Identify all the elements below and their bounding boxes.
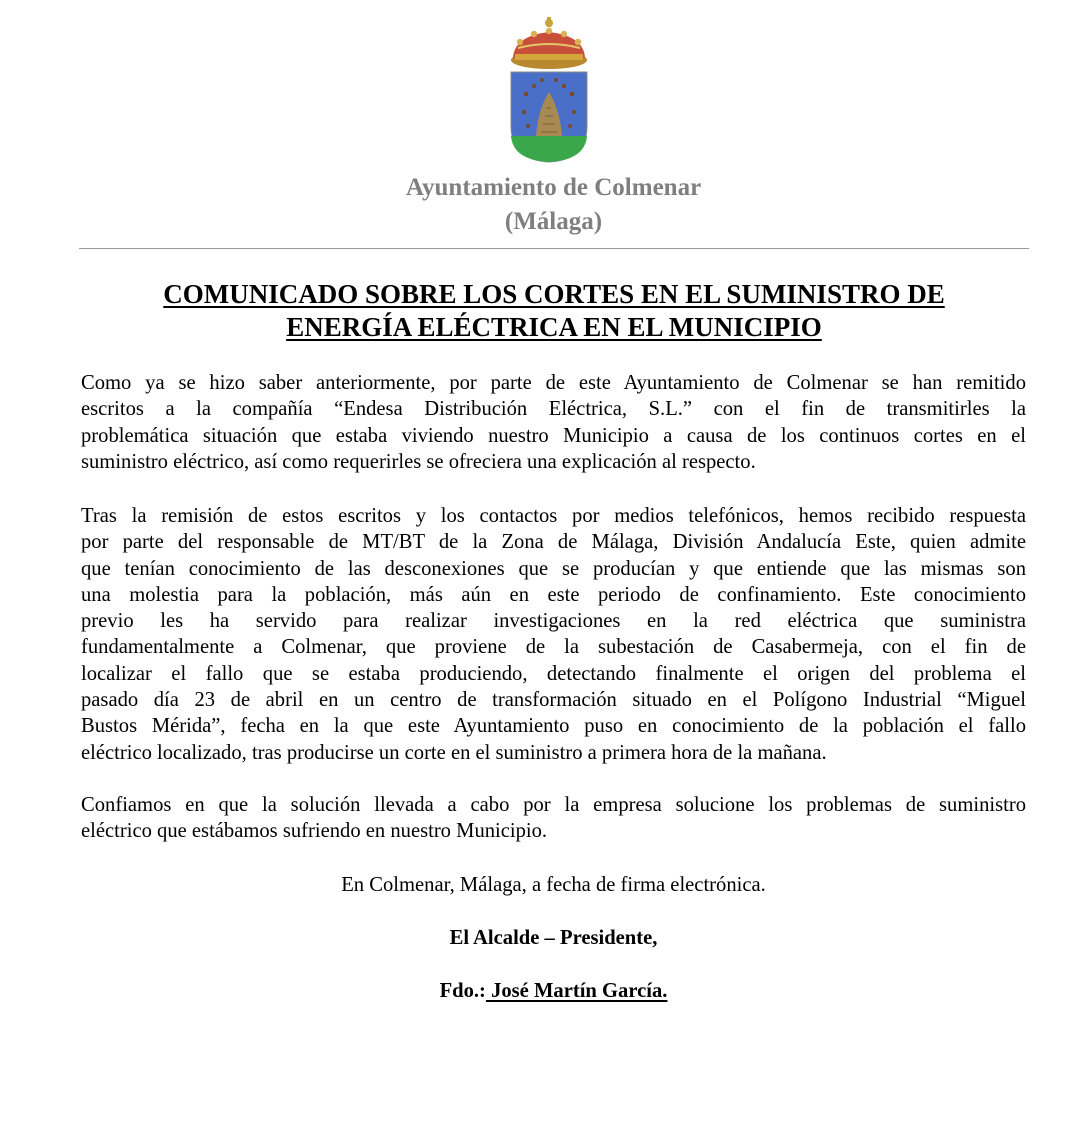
crown-icon	[511, 17, 587, 69]
header-divider	[79, 248, 1029, 249]
title-line-1: COMUNICADO SOBRE LOS CORTES EN EL SUMINISTRO DE	[163, 279, 945, 309]
signature-prefix: Fdo.:	[439, 980, 486, 1002]
paragraph-line: localizar el fallo que se estaba produciendo, detectando finalmente el origen del problema el	[81, 662, 1026, 685]
paragraph-line: Tras la remisión de estos escritos y los contactos por medios telefónicos, hemos recibido respuesta	[81, 505, 1026, 527]
paragraph-3	[81, 792, 1026, 845]
paragraph-line: previo les ha servido para realizar investigaciones en la red eléctrica que suministra	[81, 610, 1026, 633]
paragraph-line: Confiamos en que la solución llevada a cabo por la empresa solucione los problemas de suministro	[81, 794, 1026, 816]
signatory-name: José Martín García.	[485, 980, 668, 1002]
paragraph-line: eléctrico localizado, tras producirse un corte en el suministro a primera hora de la mañana.	[81, 741, 827, 764]
paragraph-line: por parte del responsable de MT/BT de la Zona de Málaga, División Andalucía Este, quien admite	[81, 531, 1026, 554]
paragraph-line: Bustos Mérida”, fecha en la que este Ayuntamiento puso en conocimiento de la población el fallo	[81, 715, 1026, 738]
organization-location: (Málaga)	[504, 208, 603, 235]
paragraph-line: eléctrico que estábamos sufriendo en nuestro Municipio.	[81, 820, 548, 843]
paragraph-1	[81, 370, 1026, 475]
paragraph-line: fundamentalmente a Colmenar, que proviene de la subestación de Casabermeja, con el fin de	[81, 636, 1026, 659]
document-title	[79, 278, 1029, 344]
paragraph-line: una molestia para la población, más aún en este periodo de confinamiento. Este conocimiento	[81, 583, 1026, 606]
paragraph-line: Como ya se hizo saber anteriormente, por parte de este Ayuntamiento de Colmenar se han remitido	[81, 372, 1026, 394]
coat-of-arms-icon	[506, 14, 592, 164]
organization-name: Ayuntamiento de Colmenar	[405, 174, 702, 201]
paragraph-line: escritos a la compañía “Endesa Distribución Eléctrica, S.L.” con el fin de transmitirles la	[81, 398, 1026, 421]
paragraph-line: problemática situación que estaba viviendo nuestro Municipio a causa de los continuos cortes en el	[81, 424, 1026, 447]
signature-line	[0, 978, 1065, 1004]
place-and-date: En Colmenar, Málaga, a fecha de firma electrónica.	[341, 874, 766, 896]
paragraph-line: que tenían conocimiento de las desconexiones que se producían y que entiende que las mismas son	[81, 557, 1026, 580]
title-line-2: ENERGÍA ELÉCTRICA EN EL MUNICIPIO	[286, 312, 822, 342]
paragraph-2	[81, 503, 1026, 766]
paragraph-line: pasado día 23 de abril en un centro de transformación situado en el Polígono Industrial “Miguel	[81, 689, 1026, 712]
shield-icon	[511, 72, 587, 162]
paragraph-line: suministro eléctrico, así como requerirles se ofreciera una explicación al respecto.	[81, 450, 756, 473]
signer-title: El Alcalde – Presidente,	[449, 927, 658, 949]
